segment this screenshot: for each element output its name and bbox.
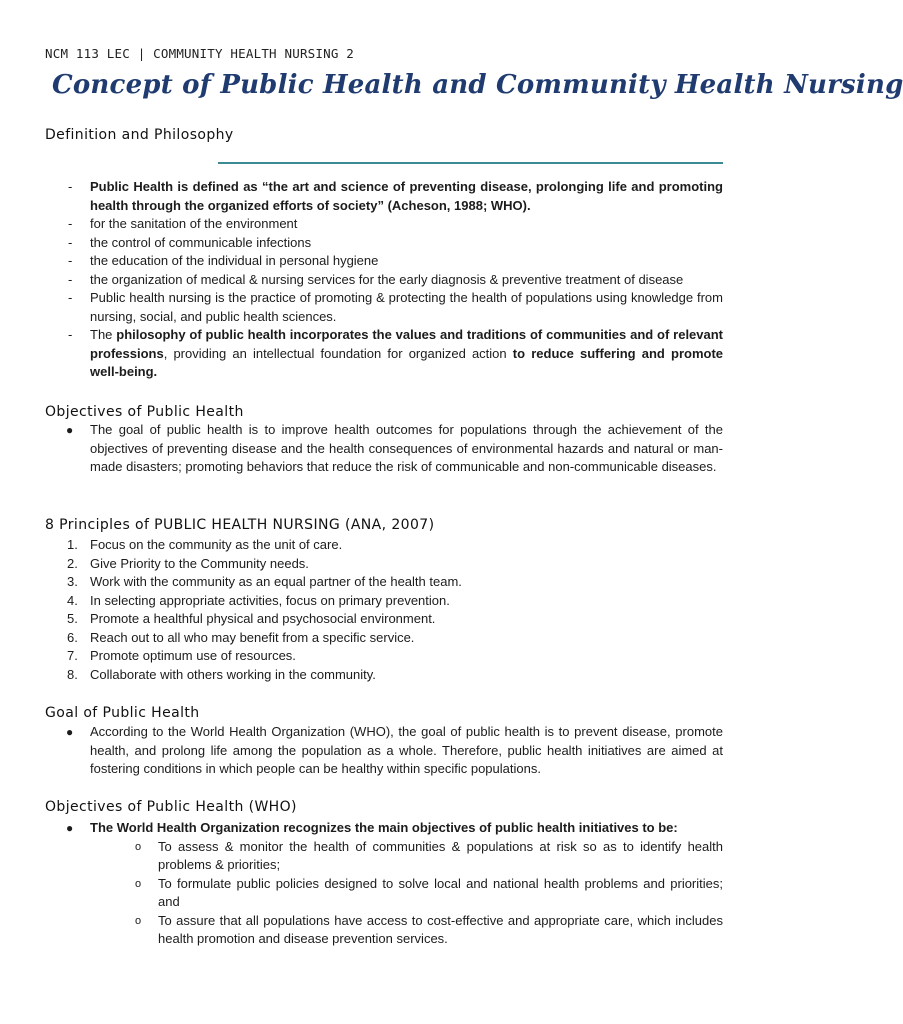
course-label: NCM 113 LEC | COMMUNITY HEALTH NURSING 2 bbox=[45, 46, 355, 61]
list-item: - The philosophy of public health incorporates the values and traditions of communities and of relevant professions, providing an intellectual foundation for organized action to reduce suffering and promote well-being. bbox=[68, 327, 724, 379]
principles-list bbox=[0, 536, 768, 684]
list-item: 4. In selecting appropriate activities, focus on primary prevention. bbox=[67, 592, 450, 608]
list-item: - the organization of medical & nursing services for the early diagnosis & preventive treatment of disease bbox=[68, 271, 684, 287]
page-title: Concept of Public Health and Community Health Nursing bbox=[52, 70, 903, 100]
list-item: - the education of the individual in personal hygiene bbox=[68, 253, 379, 268]
section-heading-goal: Goal of Public Health bbox=[45, 705, 200, 721]
section-heading-definition: Definition and Philosophy bbox=[45, 127, 234, 143]
who-objectives-list bbox=[0, 819, 768, 949]
section-heading-who-objectives: Objectives of Public Health (WHO) bbox=[45, 799, 297, 815]
list-item: 8. Collaborate with others working in the community. bbox=[67, 666, 376, 682]
definition-list bbox=[0, 178, 768, 382]
list-item: 6. Reach out to all who may benefit from a specific service. bbox=[67, 629, 415, 645]
list-item: ● The goal of public health is to improve health outcomes for populations through the achievement of the objectives of preventing disease and the health consequences of environmental hazards and natural or man-made disasters; promoting behaviors that reduce the risk of communicable and non-communicable diseases. bbox=[66, 422, 723, 474]
sub-list-item: o To assure that all populations have access to cost-effective and appropriate care, which includes health promotion and disease prevention services. bbox=[135, 912, 723, 946]
heading-divider bbox=[218, 162, 723, 164]
list-item: - the control of communicable infections bbox=[68, 234, 312, 250]
list-item: - for the sanitation of the environment bbox=[68, 216, 298, 231]
sub-list-item: o To formulate public policies designed to solve local and national health problems and priorities; and bbox=[135, 875, 723, 909]
objectives-list bbox=[0, 421, 768, 477]
list-item: 3. Work with the community as an equal partner of the health team. bbox=[67, 574, 462, 589]
list-item: 1. Focus on the community as the unit of care. bbox=[67, 537, 343, 552]
goal-list bbox=[0, 723, 768, 779]
list-item: 7. Promote optimum use of resources. bbox=[67, 648, 296, 663]
list-item: - Public health nursing is the practice of promoting & protecting the health of populations using knowledge from nursing, social, and public health sciences. bbox=[68, 290, 723, 324]
list-item: - Public Health is defined as “the art and science of preventing disease, prolonging life and promoting health through the organized efforts of society” (Acheson, 1988; WHO). bbox=[68, 179, 723, 213]
list-item: 5. Promote a healthful physical and psychosocial environment. bbox=[67, 611, 436, 626]
section-heading-principles: 8 Principles of PUBLIC HEALTH NURSING (ANA, 2007) bbox=[45, 517, 435, 533]
list-item: ● According to the World Health Organization (WHO), the goal of public health is to prevent disease, promote health, and prolong life among the population as a whole. Therefore, public health initiatives are aimed at fostering conditions in which people can be healthy within specific populations. bbox=[66, 724, 723, 776]
list-item: ● The World Health Organization recognizes the main objectives of public health initiatives to be: bbox=[66, 820, 678, 835]
sub-list-item: o To assess & monitor the health of communities & populations at risk so as to identify health problems & priorities; bbox=[135, 838, 723, 872]
section-heading-objectives: Objectives of Public Health bbox=[45, 404, 244, 420]
list-item: 2. Give Priority to the Community needs. bbox=[67, 555, 309, 571]
